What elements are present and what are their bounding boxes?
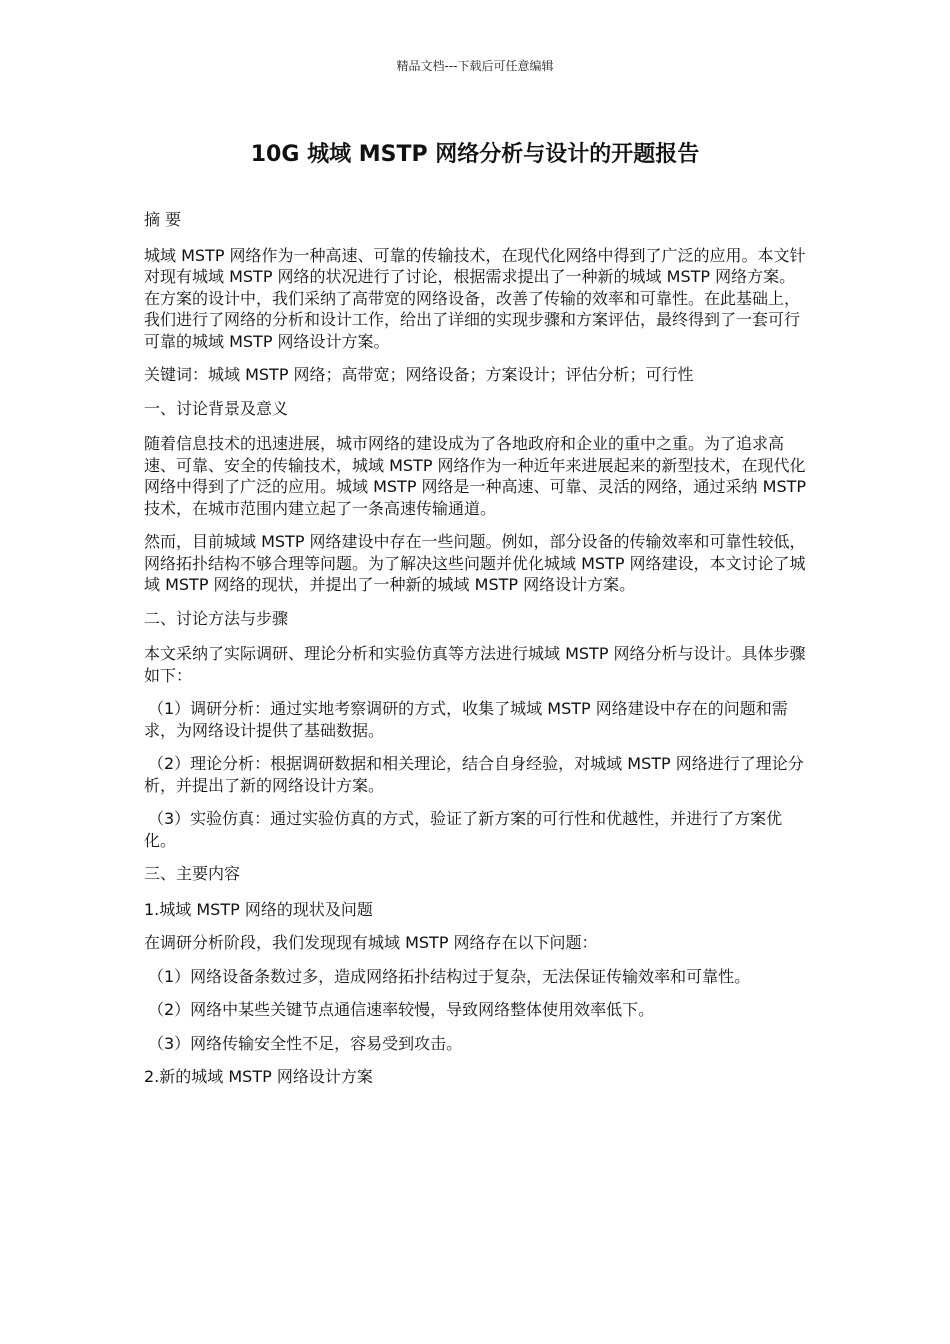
issue-item-3: （3）网络传输安全性不足，容易受到攻击。 [148,1033,463,1053]
abstract-paragraph: 城域 MSTP 网络作为一种高速、可靠的传输技术，在现代化网络中得到了广泛的应用。本文针对现有城域 MSTP 网络的状况进行了讨论，根据需求提出了一种新的城域 MSTP 网络方案。在方案的设计中，我们采纳了高带宽的网络设备，改善了传输的效率和可靠性。在此基础上，我们进行了网络的分析和设计工作，给出了详细的实现步骤和方案评估，最终得到了一套可行可靠的城域 MSTP 网络设计方案。 [144,245,806,351]
subsection-heading-1: 1.城域 MSTP 网络的现状及问题 [144,899,373,919]
methods-intro: 本文采纳了实际调研、理论分析和实验仿真等方法进行城域 MSTP 网络分析与设计。具体步骤如下： [144,644,806,685]
issues-intro: 在调研分析阶段，我们发现现有城域 MSTP 网络存在以下问题： [144,933,598,952]
method-step-2: （2）理论分析：根据调研数据和相关理论，结合自身经验，对城域 MSTP 网络进行了理论分析，并提出了新的网络设计方案。 [144,754,804,795]
issue-item-1: （1）网络设备条数过多，造成网络拓扑结构过于复杂，无法保证传输效率和可靠性。 [148,966,751,986]
method-step-1: （1）调研分析：通过实地考察调研的方式，收集了城域 MSTP 网络建设中存在的问题和需求，为网络设计提供了基础数据。 [144,699,788,740]
section-heading-content: 三、主要内容 [144,864,241,883]
section-heading-background: 一、讨论背景及意义 [144,398,289,418]
abstract-heading: 摘 要 [144,210,182,229]
subsection-heading-2: 2.新的城域 MSTP 网络设计方案 [144,1067,373,1086]
document-body [144,209,808,1100]
keywords-line: 关键词：城域 MSTP 网络；高带宽；网络设备；方案设计；评估分析；可行性 [144,365,694,384]
document-title: 10G 城域 MSTP 网络分析与设计的开题报告 [250,142,700,167]
method-step-3: （3）实验仿真：通过实验仿真的方式，验证了新方案的可行性和优越性，并进行了方案优化。 [144,809,783,850]
page-header-note: 精品文档---下载后可任意编辑 [396,59,554,73]
background-paragraph-1: 随着信息技术的迅速进展，城市网络的建设成为了各地政府和企业的重中之重。为了追求高速、可靠、安全的传输技术，城域 MSTP 网络作为一种近年来进展起来的新型技术，在现代化网络中得到了广泛的应用。城域 MSTP 网络是一种高速、可靠、灵活的网络，通过采纳 MSTP 技术，在城市范围内建立起了一条高速传输通道。 [144,434,807,518]
section-heading-methods: 二、讨论方法与步骤 [144,608,289,628]
issue-item-2: （2）网络中某些关键节点通信速率较慢，导致网络整体使用效率低下。 [148,1000,655,1019]
background-paragraph-2: 然而，目前城域 MSTP 网络建设中存在一些问题。例如，部分设备的传输效率和可靠性较低，网络拓扑结构不够合理等问题。为了解决这些问题并优化城域 MSTP 网络建设，本文讨论了城域 MSTP 网络的现状，并提出了一种新的城域 MSTP 网络设计方案。 [144,532,806,594]
